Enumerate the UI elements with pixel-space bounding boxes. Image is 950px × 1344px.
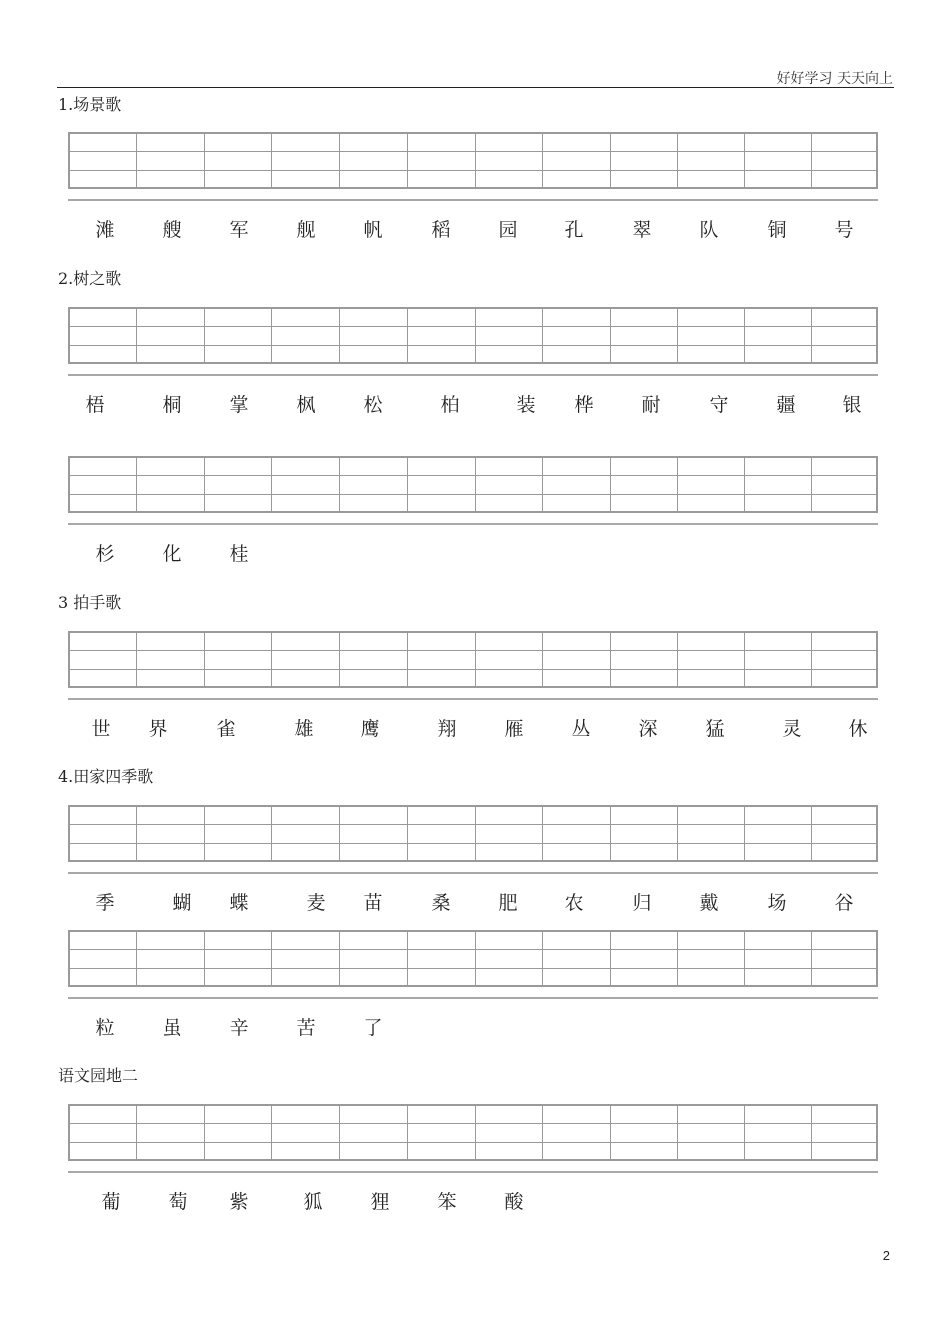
- character: 翔: [437, 718, 457, 740]
- grid-line-vertical: [475, 1106, 476, 1159]
- grid-line-vertical: [811, 1106, 812, 1159]
- grid-line-vertical: [68, 458, 69, 511]
- grid-line-vertical: [610, 134, 611, 187]
- grid-line-vertical: [271, 1106, 272, 1159]
- grid-line-horizontal: [70, 949, 876, 950]
- character: 装: [516, 394, 536, 416]
- grid-line-vertical: [610, 1106, 611, 1159]
- grid-line-vertical: [610, 633, 611, 686]
- grid-line-horizontal: [70, 326, 876, 327]
- grid-line-vertical: [542, 309, 543, 362]
- grid-line-vertical: [744, 633, 745, 686]
- character: 鹰: [360, 718, 380, 740]
- character: 滩: [95, 219, 115, 241]
- grid-line-vertical: [811, 932, 812, 985]
- grid-line-horizontal: [70, 170, 876, 171]
- grid-line-vertical: [610, 932, 611, 985]
- grid-line-vertical: [475, 633, 476, 686]
- grid-line-vertical: [677, 309, 678, 362]
- character: 雀: [216, 718, 236, 740]
- character: 归: [632, 892, 652, 914]
- character: 粒: [95, 1017, 115, 1039]
- grid-line-vertical: [677, 633, 678, 686]
- grid-line-vertical: [677, 134, 678, 187]
- row-underline: [68, 1171, 878, 1173]
- writing-grid: [68, 1104, 878, 1161]
- character: 肥: [498, 892, 518, 914]
- character: 了: [363, 1017, 383, 1039]
- grid-line-vertical: [136, 932, 137, 985]
- grid-line-vertical: [271, 309, 272, 362]
- section-title: 1.场景歌: [58, 95, 122, 114]
- grid-line-vertical: [68, 309, 69, 362]
- grid-line-horizontal: [70, 650, 876, 651]
- character: 季: [95, 892, 115, 914]
- grid-line-vertical: [407, 807, 408, 860]
- writing-grid: [68, 631, 878, 688]
- character: 桐: [162, 394, 182, 416]
- grid-line-vertical: [677, 1106, 678, 1159]
- grid-line-vertical: [475, 932, 476, 985]
- grid-line-vertical: [204, 309, 205, 362]
- grid-line-vertical: [136, 633, 137, 686]
- character: 银: [842, 394, 862, 416]
- grid-line-vertical: [339, 1106, 340, 1159]
- character: 场: [767, 892, 787, 914]
- grid-line-vertical: [475, 309, 476, 362]
- character: 梧: [85, 394, 105, 416]
- character: 紫: [229, 1191, 249, 1213]
- character: 雄: [294, 718, 314, 740]
- section-title: 2.树之歌: [58, 269, 122, 288]
- grid-line-vertical: [744, 309, 745, 362]
- character: 笨: [437, 1191, 457, 1213]
- character: 桂: [229, 543, 249, 565]
- grid-line-vertical: [68, 807, 69, 860]
- grid-line-vertical: [339, 807, 340, 860]
- grid-line-vertical: [475, 807, 476, 860]
- character: 桑: [431, 892, 451, 914]
- writing-grid: [68, 456, 878, 513]
- character: 雁: [504, 718, 524, 740]
- grid-line-vertical: [136, 309, 137, 362]
- character: 深: [638, 718, 658, 740]
- character: 丛: [571, 718, 591, 740]
- grid-line-vertical: [744, 932, 745, 985]
- grid-line-vertical: [677, 807, 678, 860]
- grid-line-vertical: [204, 134, 205, 187]
- grid-line-vertical: [339, 458, 340, 511]
- character: 帆: [363, 219, 383, 241]
- section-title: 语文园地二: [58, 1066, 139, 1085]
- row-underline: [68, 872, 878, 874]
- grid-line-horizontal: [70, 824, 876, 825]
- grid-line-vertical: [744, 1106, 745, 1159]
- grid-line-vertical: [204, 458, 205, 511]
- section-title: 3 拍手歌: [58, 593, 122, 612]
- grid-line-vertical: [407, 458, 408, 511]
- character: 狐: [303, 1191, 323, 1213]
- grid-line-vertical: [407, 309, 408, 362]
- grid-line-vertical: [811, 807, 812, 860]
- grid-line-vertical: [610, 807, 611, 860]
- grid-line-vertical: [811, 309, 812, 362]
- page-number: 2: [882, 1248, 890, 1263]
- character: 麦: [306, 892, 326, 914]
- grid-line-vertical: [542, 1106, 543, 1159]
- grid-line-vertical: [744, 458, 745, 511]
- grid-line-vertical: [68, 134, 69, 187]
- character: 化: [162, 543, 182, 565]
- character: 猛: [705, 718, 725, 740]
- character: 疆: [776, 394, 796, 416]
- grid-line-vertical: [204, 932, 205, 985]
- grid-line-vertical: [744, 134, 745, 187]
- grid-line-vertical: [68, 932, 69, 985]
- character: 界: [148, 718, 168, 740]
- character: 农: [564, 892, 584, 914]
- character: 萄: [168, 1191, 188, 1213]
- character: 葡: [101, 1191, 121, 1213]
- character: 虽: [162, 1017, 182, 1039]
- character: 杉: [95, 543, 115, 565]
- page-header-text: 好好学习 天天向上: [776, 71, 893, 87]
- character-row: [68, 714, 878, 744]
- grid-line-horizontal: [70, 669, 876, 670]
- grid-line-vertical: [136, 134, 137, 187]
- grid-line-horizontal: [70, 1142, 876, 1143]
- character: 桦: [574, 394, 594, 416]
- grid-line-vertical: [136, 458, 137, 511]
- grid-line-vertical: [68, 1106, 69, 1159]
- grid-line-vertical: [407, 633, 408, 686]
- grid-line-vertical: [677, 458, 678, 511]
- header-rule: [57, 87, 894, 88]
- row-underline: [68, 199, 878, 201]
- row-underline: [68, 523, 878, 525]
- grid-line-vertical: [271, 932, 272, 985]
- grid-line-vertical: [542, 932, 543, 985]
- grid-line-vertical: [68, 633, 69, 686]
- character: 守: [709, 394, 729, 416]
- grid-line-horizontal: [70, 843, 876, 844]
- character: 松: [363, 394, 383, 416]
- grid-line-vertical: [542, 633, 543, 686]
- character: 休: [848, 718, 868, 740]
- row-underline: [68, 997, 878, 999]
- character: 铜: [767, 219, 787, 241]
- character: 翠: [632, 219, 652, 241]
- grid-line-vertical: [744, 807, 745, 860]
- character: 苗: [363, 892, 383, 914]
- grid-line-vertical: [271, 807, 272, 860]
- character: 苦: [296, 1017, 316, 1039]
- grid-line-vertical: [136, 807, 137, 860]
- grid-line-horizontal: [70, 968, 876, 969]
- writing-grid: [68, 805, 878, 862]
- character: 稻: [431, 219, 451, 241]
- grid-line-vertical: [271, 458, 272, 511]
- character: 掌: [229, 394, 249, 416]
- grid-line-vertical: [610, 309, 611, 362]
- character: 蝴: [172, 892, 192, 914]
- grid-line-vertical: [811, 458, 812, 511]
- character: 酸: [504, 1191, 524, 1213]
- character-row: [68, 888, 878, 918]
- section-title: 4.田家四季歌: [58, 767, 154, 786]
- character-row: [68, 1013, 878, 1043]
- grid-line-horizontal: [70, 345, 876, 346]
- writing-grid: [68, 132, 878, 189]
- grid-line-vertical: [204, 807, 205, 860]
- character: 戴: [699, 892, 719, 914]
- character: 灵: [782, 718, 802, 740]
- grid-line-horizontal: [70, 494, 876, 495]
- grid-line-vertical: [407, 1106, 408, 1159]
- character: 枫: [296, 394, 316, 416]
- grid-line-horizontal: [70, 151, 876, 152]
- character: 队: [699, 219, 719, 241]
- grid-line-vertical: [542, 458, 543, 511]
- grid-line-vertical: [271, 633, 272, 686]
- grid-line-vertical: [339, 932, 340, 985]
- writing-grid: [68, 930, 878, 987]
- character-row: [68, 539, 878, 569]
- character: 园: [498, 219, 518, 241]
- grid-line-horizontal: [70, 475, 876, 476]
- grid-line-vertical: [610, 458, 611, 511]
- character-row: [68, 1187, 878, 1217]
- character: 号: [834, 219, 854, 241]
- character-row: [68, 390, 878, 420]
- character-row: [68, 215, 878, 245]
- grid-line-vertical: [204, 1106, 205, 1159]
- row-underline: [68, 698, 878, 700]
- grid-line-vertical: [475, 134, 476, 187]
- grid-line-vertical: [204, 633, 205, 686]
- character: 军: [229, 219, 249, 241]
- grid-line-vertical: [811, 633, 812, 686]
- character: 辛: [229, 1017, 249, 1039]
- grid-line-vertical: [542, 134, 543, 187]
- character: 舰: [296, 219, 316, 241]
- writing-grid: [68, 307, 878, 364]
- grid-line-vertical: [136, 1106, 137, 1159]
- character: 艘: [162, 219, 182, 241]
- character: 谷: [834, 892, 854, 914]
- grid-line-vertical: [271, 134, 272, 187]
- grid-line-vertical: [677, 932, 678, 985]
- character: 耐: [641, 394, 661, 416]
- grid-line-vertical: [811, 134, 812, 187]
- row-underline: [68, 374, 878, 376]
- character: 蝶: [229, 892, 249, 914]
- grid-line-vertical: [339, 633, 340, 686]
- grid-line-vertical: [339, 134, 340, 187]
- character: 狸: [370, 1191, 390, 1213]
- grid-line-vertical: [407, 932, 408, 985]
- grid-line-vertical: [339, 309, 340, 362]
- grid-line-vertical: [407, 134, 408, 187]
- character: 柏: [440, 394, 460, 416]
- character: 世: [91, 718, 111, 740]
- grid-line-vertical: [475, 458, 476, 511]
- grid-line-horizontal: [70, 1123, 876, 1124]
- character: 孔: [564, 219, 584, 241]
- grid-line-vertical: [542, 807, 543, 860]
